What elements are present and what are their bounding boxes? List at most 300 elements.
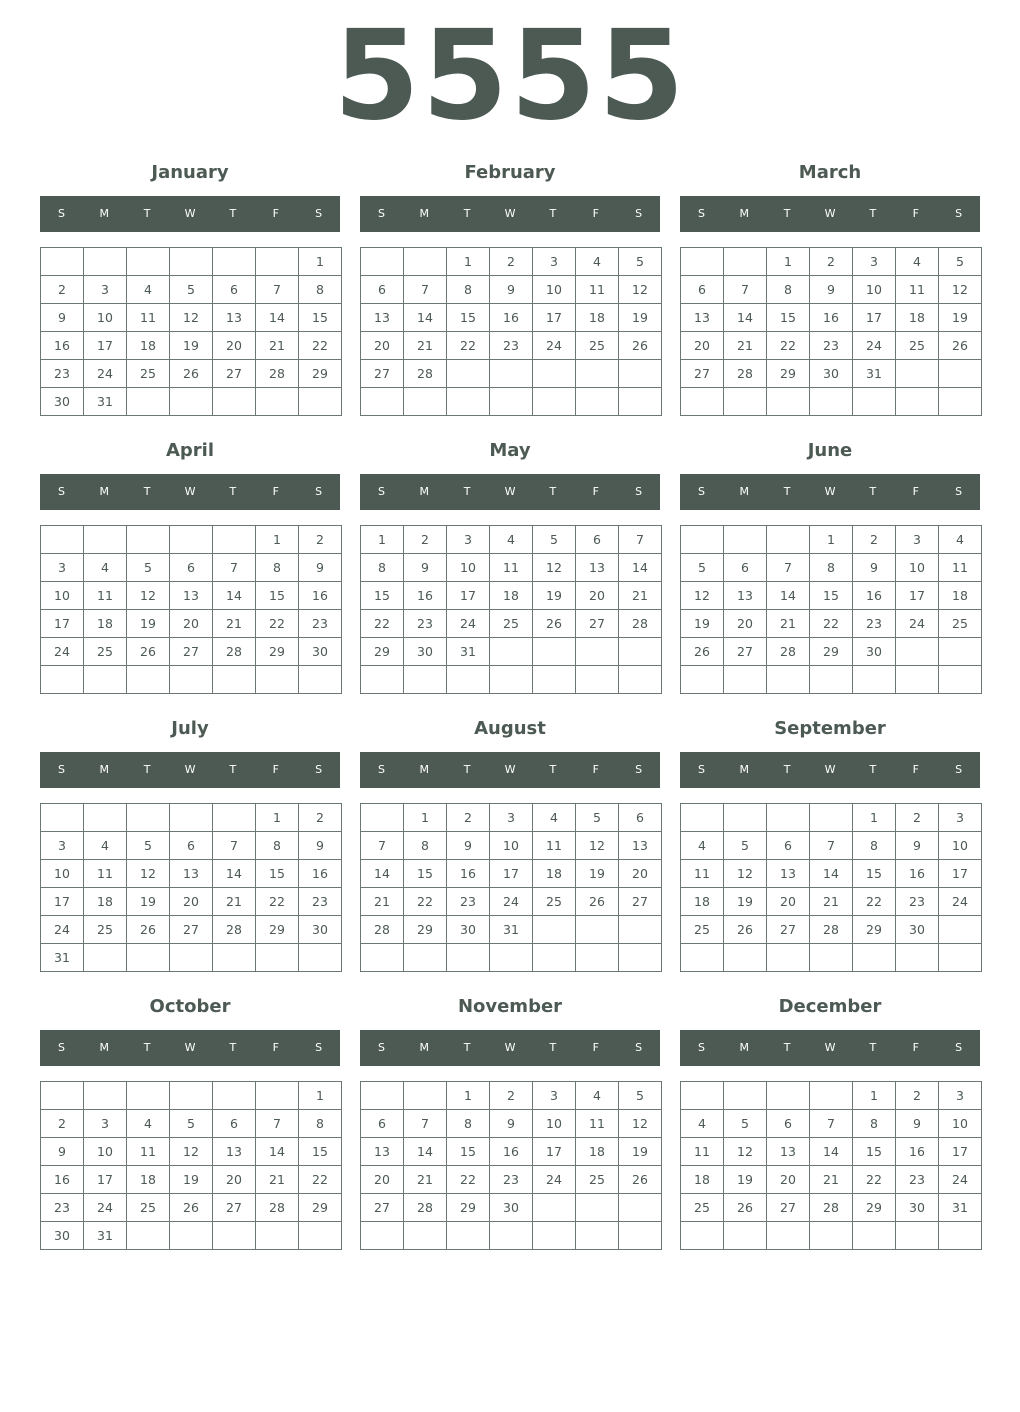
day-cell: 25	[939, 610, 982, 638]
day-cell: 7	[404, 276, 447, 304]
week-row	[361, 1082, 662, 1110]
day-cell	[127, 944, 170, 972]
weekday-label: M	[739, 763, 750, 776]
day-cell: 19	[681, 610, 724, 638]
week-row	[361, 388, 662, 416]
day-cell	[41, 526, 84, 554]
day-cell	[939, 916, 982, 944]
day-cell: 28	[619, 610, 662, 638]
day-cell	[576, 1222, 619, 1250]
day-cell	[810, 944, 853, 972]
day-cell	[681, 944, 724, 972]
day-cell	[299, 388, 342, 416]
weekday-label: F	[592, 763, 599, 776]
day-cell: 5	[127, 832, 170, 860]
day-cell	[896, 1222, 939, 1250]
day-cell	[170, 388, 213, 416]
day-cell	[619, 944, 662, 972]
day-cell: 8	[853, 832, 896, 860]
day-cell: 9	[490, 276, 533, 304]
day-cell: 9	[299, 832, 342, 860]
day-cell: 6	[170, 554, 213, 582]
week-row	[361, 666, 662, 694]
day-cell	[213, 526, 256, 554]
day-cell: 31	[853, 360, 896, 388]
day-cell: 28	[213, 638, 256, 666]
weekday-header	[680, 752, 980, 788]
week-row	[41, 888, 342, 916]
day-cell	[84, 1082, 127, 1110]
day-cell	[576, 666, 619, 694]
day-cell: 25	[681, 1194, 724, 1222]
week-row	[361, 888, 662, 916]
day-cell: 27	[767, 1194, 810, 1222]
day-cell: 8	[361, 554, 404, 582]
day-cell: 8	[447, 1110, 490, 1138]
weekday-header	[360, 474, 660, 510]
day-cell: 16	[41, 1166, 84, 1194]
day-cell: 5	[724, 832, 767, 860]
weekday-label: F	[592, 207, 599, 220]
day-cell: 11	[896, 276, 939, 304]
week-row	[41, 944, 342, 972]
day-cell	[299, 666, 342, 694]
day-cell	[724, 248, 767, 276]
day-cell	[299, 944, 342, 972]
day-cell: 23	[41, 360, 84, 388]
week-row	[361, 1166, 662, 1194]
week-row	[41, 666, 342, 694]
day-cell: 1	[447, 248, 490, 276]
day-cell: 2	[404, 526, 447, 554]
weekday-label: W	[504, 207, 516, 220]
day-cell: 12	[533, 554, 576, 582]
weekday-label: S	[315, 485, 323, 498]
day-cell: 1	[853, 1082, 896, 1110]
week-row	[361, 1222, 662, 1250]
week-row	[41, 1166, 342, 1194]
day-cell: 22	[361, 610, 404, 638]
day-cell	[681, 804, 724, 832]
day-cell: 11	[681, 860, 724, 888]
day-cell: 27	[170, 916, 213, 944]
week-row	[361, 582, 662, 610]
day-cell: 5	[724, 1110, 767, 1138]
day-cell: 9	[896, 832, 939, 860]
weekday-label: S	[57, 1041, 65, 1054]
weekday-label: M	[419, 485, 430, 498]
day-cell: 25	[84, 638, 127, 666]
day-cell: 23	[896, 888, 939, 916]
day-cell: 17	[533, 1138, 576, 1166]
day-grid	[40, 247, 342, 416]
day-cell: 3	[939, 1082, 982, 1110]
day-cell: 6	[619, 804, 662, 832]
day-cell: 4	[127, 276, 170, 304]
day-cell: 15	[810, 582, 853, 610]
day-cell: 26	[619, 1166, 662, 1194]
day-cell	[170, 526, 213, 554]
day-cell: 1	[299, 1082, 342, 1110]
day-cell	[41, 666, 84, 694]
day-cell: 3	[41, 554, 84, 582]
day-cell: 22	[853, 888, 896, 916]
week-row	[361, 944, 662, 972]
day-cell: 1	[447, 1082, 490, 1110]
day-cell: 2	[896, 1082, 939, 1110]
weekday-label: M	[739, 207, 750, 220]
day-cell: 9	[447, 832, 490, 860]
day-cell	[810, 388, 853, 416]
weekday-label: M	[419, 1041, 430, 1054]
day-cell: 28	[256, 360, 299, 388]
day-cell: 8	[404, 832, 447, 860]
day-cell: 20	[213, 1166, 256, 1194]
day-cell: 3	[533, 1082, 576, 1110]
day-cell: 1	[404, 804, 447, 832]
day-cell	[41, 248, 84, 276]
day-cell	[810, 804, 853, 832]
day-cell: 22	[810, 610, 853, 638]
day-cell	[576, 1194, 619, 1222]
week-row	[681, 332, 982, 360]
day-cell: 23	[404, 610, 447, 638]
week-row	[41, 332, 342, 360]
day-cell: 14	[213, 860, 256, 888]
day-cell	[939, 944, 982, 972]
day-cell	[404, 388, 447, 416]
day-cell: 26	[127, 916, 170, 944]
day-cell	[767, 1082, 810, 1110]
day-cell: 10	[41, 582, 84, 610]
weekday-label: T	[869, 485, 877, 498]
day-cell: 6	[724, 554, 767, 582]
day-cell: 21	[361, 888, 404, 916]
day-cell: 30	[896, 916, 939, 944]
day-cell: 21	[724, 332, 767, 360]
day-cell: 30	[896, 1194, 939, 1222]
weekday-label: S	[57, 485, 65, 498]
day-cell: 4	[896, 248, 939, 276]
week-row	[681, 666, 982, 694]
day-cell: 29	[256, 638, 299, 666]
day-cell: 2	[41, 276, 84, 304]
weekday-label: T	[229, 763, 237, 776]
day-cell: 4	[84, 832, 127, 860]
day-cell: 25	[681, 916, 724, 944]
day-cell	[619, 916, 662, 944]
day-cell: 19	[127, 888, 170, 916]
day-cell: 22	[447, 1166, 490, 1194]
day-cell: 18	[84, 610, 127, 638]
day-cell: 17	[490, 860, 533, 888]
weekday-label: W	[184, 1041, 196, 1054]
day-cell: 11	[576, 1110, 619, 1138]
week-row	[681, 610, 982, 638]
day-grid	[40, 525, 342, 694]
month-title: November	[457, 996, 563, 1017]
day-cell: 17	[447, 582, 490, 610]
day-cell	[724, 1082, 767, 1110]
day-cell: 29	[853, 916, 896, 944]
month-title: September	[774, 718, 886, 739]
weekday-label: F	[592, 1041, 599, 1054]
day-cell: 12	[939, 276, 982, 304]
day-cell: 28	[404, 1194, 447, 1222]
day-cell	[361, 944, 404, 972]
day-cell: 20	[170, 888, 213, 916]
day-cell	[170, 248, 213, 276]
day-cell: 21	[810, 1166, 853, 1194]
day-cell: 14	[619, 554, 662, 582]
day-cell: 30	[853, 638, 896, 666]
day-cell: 24	[41, 638, 84, 666]
day-cell: 7	[810, 832, 853, 860]
day-cell: 11	[939, 554, 982, 582]
weekday-label: T	[869, 207, 877, 220]
day-cell: 27	[619, 888, 662, 916]
day-cell: 20	[213, 332, 256, 360]
day-cell: 10	[84, 1138, 127, 1166]
day-cell: 23	[810, 332, 853, 360]
day-cell: 11	[84, 582, 127, 610]
day-cell: 14	[213, 582, 256, 610]
day-cell: 12	[619, 276, 662, 304]
day-cell: 24	[84, 1194, 127, 1222]
day-cell: 10	[533, 276, 576, 304]
day-cell: 6	[361, 276, 404, 304]
day-cell	[127, 1082, 170, 1110]
day-cell: 8	[810, 554, 853, 582]
day-cell	[681, 1082, 724, 1110]
day-cell	[361, 1222, 404, 1250]
day-cell: 23	[41, 1194, 84, 1222]
day-cell: 4	[681, 1110, 724, 1138]
day-cell	[576, 916, 619, 944]
weekday-label: F	[912, 485, 919, 498]
day-cell: 19	[619, 1138, 662, 1166]
month-title: October	[149, 996, 231, 1017]
day-cell	[84, 944, 127, 972]
day-cell	[490, 944, 533, 972]
day-cell: 2	[896, 804, 939, 832]
day-cell: 5	[170, 276, 213, 304]
day-cell	[170, 1082, 213, 1110]
day-cell: 15	[299, 304, 342, 332]
weekday-label: S	[635, 485, 643, 498]
weekday-label: S	[315, 763, 323, 776]
day-cell: 6	[681, 276, 724, 304]
day-cell: 14	[810, 1138, 853, 1166]
weekday-label: T	[143, 207, 151, 220]
day-cell	[447, 1222, 490, 1250]
day-cell: 28	[213, 916, 256, 944]
weekday-label: T	[463, 207, 471, 220]
day-cell	[681, 1222, 724, 1250]
day-cell: 16	[810, 304, 853, 332]
day-cell: 28	[810, 1194, 853, 1222]
day-cell: 7	[256, 276, 299, 304]
day-cell	[213, 804, 256, 832]
day-cell: 2	[299, 526, 342, 554]
day-cell: 16	[404, 582, 447, 610]
day-cell: 11	[84, 860, 127, 888]
weekday-label: F	[912, 207, 919, 220]
day-cell: 12	[127, 860, 170, 888]
weekday-label: T	[549, 763, 557, 776]
weekday-label: S	[315, 1041, 323, 1054]
day-cell: 18	[681, 1166, 724, 1194]
month-title: February	[464, 162, 556, 183]
day-cell: 27	[213, 1194, 256, 1222]
day-cell: 18	[490, 582, 533, 610]
day-cell: 14	[724, 304, 767, 332]
week-row	[361, 804, 662, 832]
day-cell	[724, 944, 767, 972]
day-cell	[361, 804, 404, 832]
day-cell: 5	[619, 248, 662, 276]
weekday-header	[40, 1030, 340, 1066]
day-cell	[361, 1082, 404, 1110]
day-cell: 17	[533, 304, 576, 332]
day-cell: 2	[299, 804, 342, 832]
day-cell: 17	[939, 1138, 982, 1166]
day-cell: 16	[41, 332, 84, 360]
day-cell: 17	[41, 610, 84, 638]
day-cell: 24	[41, 916, 84, 944]
weekday-label: T	[463, 763, 471, 776]
weekday-label: T	[463, 1041, 471, 1054]
day-cell	[41, 1082, 84, 1110]
day-cell: 7	[810, 1110, 853, 1138]
day-cell: 30	[41, 388, 84, 416]
day-cell	[896, 944, 939, 972]
day-cell: 4	[576, 248, 619, 276]
day-cell: 19	[724, 888, 767, 916]
day-cell: 10	[447, 554, 490, 582]
day-cell: 30	[404, 638, 447, 666]
weekday-label: M	[99, 207, 110, 220]
day-cell: 4	[490, 526, 533, 554]
day-cell	[361, 248, 404, 276]
day-cell: 24	[853, 332, 896, 360]
day-cell: 27	[361, 360, 404, 388]
day-cell: 22	[404, 888, 447, 916]
day-cell: 15	[404, 860, 447, 888]
day-cell	[767, 804, 810, 832]
day-cell	[619, 360, 662, 388]
day-cell: 11	[576, 276, 619, 304]
day-cell: 29	[256, 916, 299, 944]
day-cell: 30	[490, 1194, 533, 1222]
week-row	[41, 1138, 342, 1166]
day-cell: 7	[213, 554, 256, 582]
weekday-label: S	[635, 1041, 643, 1054]
week-row	[681, 916, 982, 944]
day-cell: 13	[681, 304, 724, 332]
day-cell: 11	[681, 1138, 724, 1166]
day-cell	[170, 944, 213, 972]
day-cell: 15	[767, 304, 810, 332]
weekday-label: W	[184, 485, 196, 498]
day-cell	[256, 1222, 299, 1250]
day-cell: 21	[767, 610, 810, 638]
day-cell: 13	[767, 860, 810, 888]
weekday-label: T	[783, 1041, 791, 1054]
week-row	[681, 248, 982, 276]
day-cell	[256, 666, 299, 694]
day-cell: 7	[404, 1110, 447, 1138]
day-cell: 7	[767, 554, 810, 582]
day-cell: 15	[299, 1138, 342, 1166]
day-cell: 31	[447, 638, 490, 666]
day-cell: 24	[447, 610, 490, 638]
day-cell	[490, 666, 533, 694]
week-row	[41, 1222, 342, 1250]
day-cell: 28	[724, 360, 767, 388]
day-cell	[447, 388, 490, 416]
day-cell: 15	[447, 304, 490, 332]
weekday-label: M	[419, 763, 430, 776]
day-cell: 29	[404, 916, 447, 944]
day-cell	[939, 638, 982, 666]
day-cell: 7	[256, 1110, 299, 1138]
day-cell: 18	[576, 304, 619, 332]
day-cell: 5	[170, 1110, 213, 1138]
week-row	[41, 1110, 342, 1138]
weekday-label: S	[635, 207, 643, 220]
week-row	[41, 304, 342, 332]
month-title: July	[171, 718, 209, 739]
day-cell: 30	[299, 638, 342, 666]
day-cell	[533, 666, 576, 694]
week-row	[681, 860, 982, 888]
day-cell: 6	[213, 276, 256, 304]
weekday-label: S	[377, 1041, 385, 1054]
week-row	[41, 526, 342, 554]
weekday-label: S	[697, 485, 705, 498]
weekday-label: W	[504, 763, 516, 776]
day-cell: 12	[619, 1110, 662, 1138]
day-cell: 8	[256, 554, 299, 582]
day-cell: 23	[447, 888, 490, 916]
day-cell: 11	[127, 304, 170, 332]
weekday-header	[360, 1030, 660, 1066]
day-cell: 28	[404, 360, 447, 388]
day-cell: 3	[939, 804, 982, 832]
day-cell	[256, 944, 299, 972]
day-cell: 25	[490, 610, 533, 638]
day-cell: 3	[447, 526, 490, 554]
weekday-label: S	[57, 763, 65, 776]
day-cell: 4	[576, 1082, 619, 1110]
day-cell	[576, 388, 619, 416]
weekday-label: S	[697, 763, 705, 776]
day-cell: 21	[810, 888, 853, 916]
week-row	[361, 610, 662, 638]
day-cell: 27	[767, 916, 810, 944]
day-cell	[41, 804, 84, 832]
day-cell: 26	[170, 1194, 213, 1222]
day-cell	[767, 526, 810, 554]
week-row	[41, 388, 342, 416]
day-cell	[576, 944, 619, 972]
day-cell	[361, 388, 404, 416]
day-cell	[533, 388, 576, 416]
day-cell	[213, 1082, 256, 1110]
weekday-label: T	[143, 485, 151, 498]
week-row	[361, 832, 662, 860]
